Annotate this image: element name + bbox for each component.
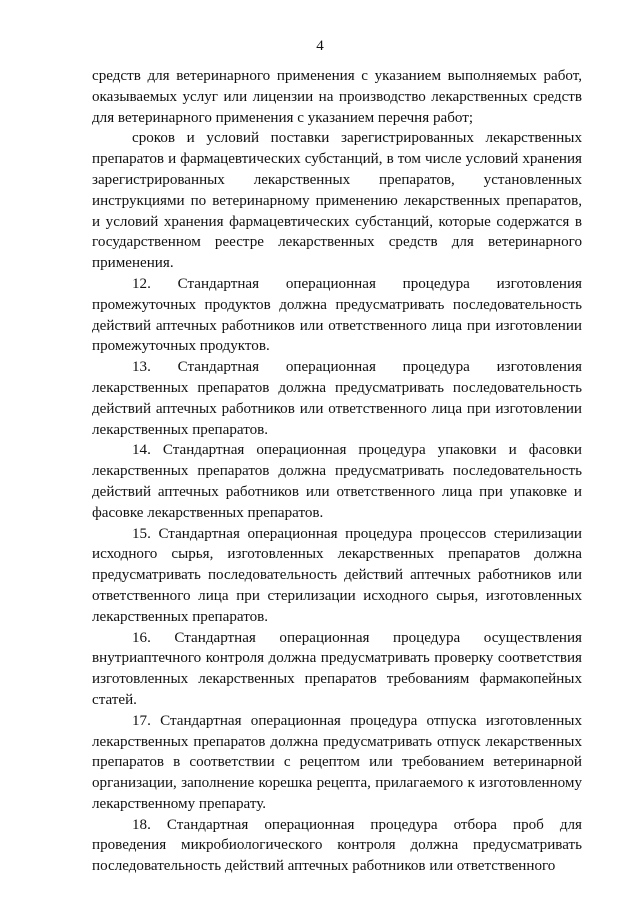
paragraph-9: 18. Стандартная операционная процедура отбора проб для проведения микробиологического контроля должна предусматривать последовательность действий аптечных работников или ответственного bbox=[92, 816, 582, 875]
paragraph-4: 13. Стандартная операционная процедура изготовления лекарственных препаратов должна предусматривать последовательность действий аптечных работников или ответственного лица при изготовлении лекарственных препаратов. bbox=[92, 359, 582, 438]
paragraph-3: 12. Стандартная операционная процедура изготовления промежуточных продуктов должна предусматривать последовательность действий аптечных работников или ответственного лица при изготовлении промежуточных продуктов. bbox=[92, 275, 582, 355]
paragraph-6: 15. Стандартная операционная процедура процессов стерилизации исходного сырья, изготовленных лекарственных препаратов должна предусматривать последовательность действий аптечных работников или ответственного лица при стерилизации исходного сырья, изготовленных лекарственных препаратов. bbox=[92, 525, 582, 625]
paragraph-5: 14. Стандартная операционная процедура упаковки и фасовки лекарственных препаратов должна предусматривать последовательность действий аптечных работников или ответственного лица при упаковке и фасовке лекарственных препаратов. bbox=[92, 442, 582, 521]
page-number: 4 bbox=[316, 38, 324, 54]
document-body bbox=[92, 66, 582, 877]
paragraph-8: 17. Стандартная операционная процедура отпуска изготовленных лекарственных препаратов должна предусматривать отпуск лекарственных препаратов в соответствии с рецептом или требованием ветеринарной организации, заполнение корешка рецепта, прилагаемого к изготовленному лекарственному препарату. bbox=[92, 712, 582, 812]
paragraph-1: средств для ветеринарного применения с указанием выполняемых работ, оказываемых услуг или лицензии на производство лекарственных средств для ветеринарного применения с указанием перечня работ; bbox=[92, 68, 582, 126]
paragraph-7: 16. Стандартная операционная процедура осуществления внутриаптечного контроля должна предусматривать проверку соответствия изготовленных лекарственных препаратов требованиям фармакопейных статей. bbox=[92, 629, 582, 708]
paragraph-2: сроков и условий поставки зарегистрированных лекарственных препаратов и фармацевтических субстанций, в том числе условий хранения зарегистрированных лекарственных препаратов, установленных инструкциями по ветеринарному применению лекарственных препаратов, и условий хранения фармацевтических субстанций, которые содержатся в государственном реестре лекарственных средств для ветеринарного применения. bbox=[92, 130, 582, 272]
